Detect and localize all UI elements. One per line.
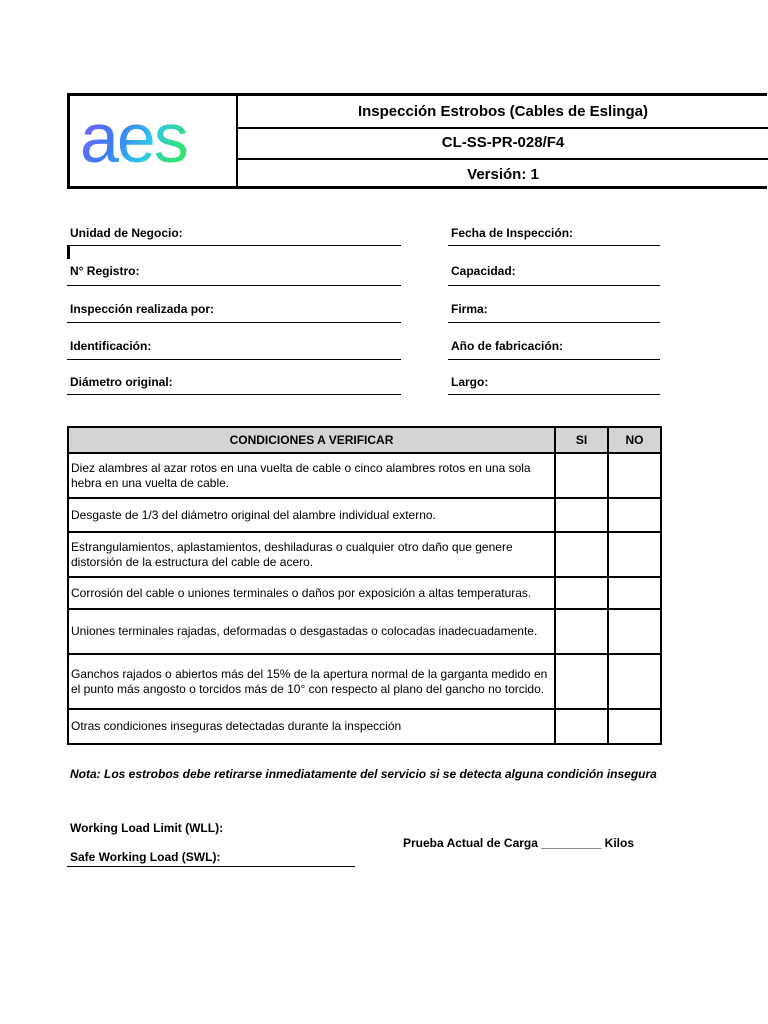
check-no-cell[interactable]: [608, 654, 661, 709]
label-inspeccion-por: Inspección realizada por:: [70, 302, 215, 316]
label-anio-fabricacion: Año de fabricación:: [451, 339, 564, 353]
condition-text: Uniones terminales rajadas, deformadas o desgastadas o colocadas inadecuadamente.: [68, 609, 555, 654]
line-unidad-negocio[interactable]: [67, 245, 401, 246]
condition-text: Corrosión del cable o uniones terminales o daños por exposición a altas temperaturas.: [68, 577, 555, 609]
label-n-registro: N° Registro:: [70, 264, 140, 278]
line-firma[interactable]: [448, 322, 660, 323]
check-si-cell[interactable]: [555, 498, 608, 532]
line-identificacion[interactable]: [67, 359, 401, 360]
label-diametro-original: Diámetro original:: [70, 375, 173, 389]
line-largo[interactable]: [448, 394, 660, 395]
check-si-cell[interactable]: [555, 453, 608, 498]
table-row: [68, 654, 661, 709]
form-title: Inspección Estrobos (Cables de Eslinga): [238, 96, 768, 129]
label-prueba-carga: Prueba Actual de Carga _________ Kilos: [403, 836, 634, 850]
check-no-cell[interactable]: [608, 532, 661, 577]
check-no-cell[interactable]: [608, 709, 661, 744]
condition-text: Estrangulamientos, aplastamientos, deshiladuras o cualquier otro daño que genere distorsión de la estructura del cable de acero.: [68, 532, 555, 577]
table-row: [68, 453, 661, 498]
label-firma: Firma:: [451, 302, 488, 316]
check-si-cell[interactable]: [555, 577, 608, 609]
condition-text: Desgaste de 1/3 del diámetro original del alambre individual externo.: [68, 498, 555, 532]
table-row: [68, 609, 661, 654]
logo-cell: [70, 96, 238, 186]
check-no-cell[interactable]: [608, 609, 661, 654]
label-unidad-negocio: Unidad de Negocio:: [70, 226, 183, 240]
header-condiciones: CONDICIONES A VERIFICAR: [68, 427, 555, 453]
label-wll: Working Load Limit (WLL):: [70, 821, 224, 835]
header-si: SI: [555, 427, 608, 453]
label-identificacion: Identificación:: [70, 339, 152, 353]
check-si-cell[interactable]: [555, 709, 608, 744]
logo-text: aes: [80, 108, 187, 172]
conditions-table: [67, 426, 662, 745]
label-capacidad: Capacidad:: [451, 264, 516, 278]
label-fecha-inspeccion: Fecha de Inspección:: [451, 226, 574, 240]
table-row: [68, 532, 661, 577]
table-row: [68, 498, 661, 532]
label-largo: Largo:: [451, 375, 489, 389]
check-si-cell[interactable]: [555, 609, 608, 654]
form-code: CL-SS-PR-028/F4: [238, 127, 768, 160]
field-marker: [67, 246, 70, 259]
check-no-cell[interactable]: [608, 577, 661, 609]
table-header-row: [68, 427, 661, 453]
safety-note: Nota: Los estrobos debe retirarse inmediatamente del servicio si se detecta alguna condición insegura: [70, 767, 657, 781]
header-no: NO: [608, 427, 661, 453]
label-swl: Safe Working Load (SWL):: [70, 850, 221, 864]
condition-text: Ganchos rajados o abiertos más del 15% de la apertura normal de la garganta medido en el punto más angosto o torcidos más de 10° con respecto al plano del gancho no torcido.: [68, 654, 555, 709]
line-anio-fabricacion[interactable]: [448, 359, 660, 360]
condition-text: Diez alambres al azar rotos en una vuelta de cable o cinco alambres rotos en una sola hebra en una vuelta de cable.: [68, 453, 555, 498]
line-fecha-inspeccion[interactable]: [448, 245, 660, 246]
line-n-registro[interactable]: [67, 285, 401, 286]
table-row: [68, 709, 661, 744]
line-diametro-original[interactable]: [67, 394, 401, 395]
check-no-cell[interactable]: [608, 453, 661, 498]
form-header: [67, 93, 767, 189]
aes-logo: [80, 108, 220, 172]
check-si-cell[interactable]: [555, 532, 608, 577]
table-row: [68, 577, 661, 609]
form-version: Versión: 1: [467, 166, 539, 183]
line-inspeccion-por[interactable]: [67, 322, 401, 323]
check-si-cell[interactable]: [555, 654, 608, 709]
line-swl[interactable]: [67, 866, 355, 867]
line-capacidad[interactable]: [448, 285, 660, 286]
condition-text: Otras condiciones inseguras detectadas durante la inspección: [68, 709, 555, 744]
check-no-cell[interactable]: [608, 498, 661, 532]
